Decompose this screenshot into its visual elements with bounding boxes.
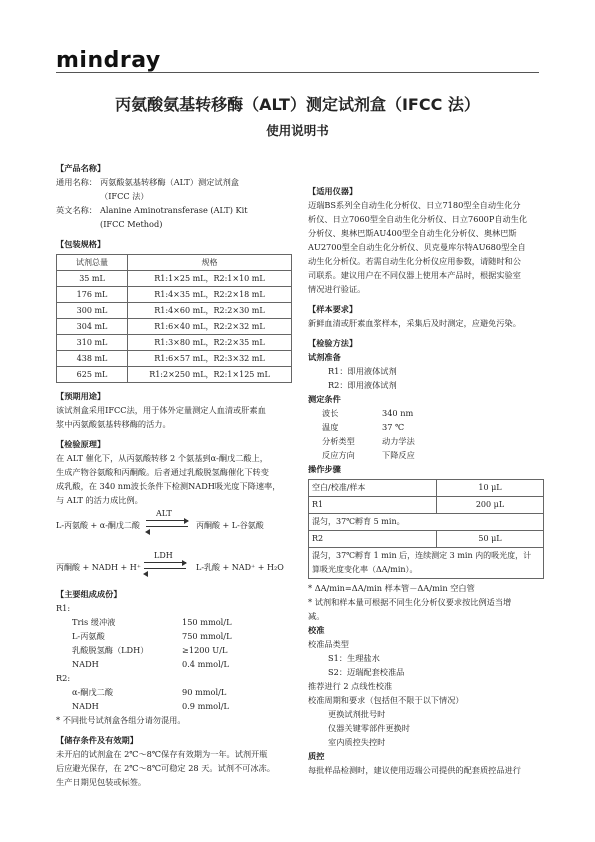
step-label: R1: [309, 497, 437, 514]
reaction-1-left: L-丙氨酸 + α-酮戊二酸: [56, 521, 140, 530]
method-heading: 【检验方法】: [308, 338, 358, 348]
pack-total: 35 mL: [57, 271, 128, 287]
pack-spec: R1:3×80 mL，R2:2×35 mL: [128, 335, 292, 351]
component-conc: 90 mmol/L: [182, 687, 227, 697]
packaging-table: [56, 254, 292, 383]
principle-heading: 【检验原理】: [56, 439, 106, 449]
components-r2-label: R2:: [56, 673, 71, 683]
calibration-heading: 校准: [308, 625, 325, 635]
method-note-1: * 试剂和样本量可根据不同生化分析仪要求按比例适当增: [308, 597, 512, 607]
components-note: * 不同批号试剂盒各组分请勿混用。: [56, 715, 186, 725]
reaction-1-enzyme: ALT: [156, 509, 172, 518]
step-mix-2-line-1: 混匀，37℃孵育 1 min 后，连续测定 3 min 内的吸光度，计: [312, 551, 532, 560]
packaging-header-total: 试剂总量: [57, 255, 128, 271]
document-subtitle: 使用说明书: [266, 123, 329, 138]
purpose-text-1: 该试剂盒采用IFCC法，用于体外定量测定人血清或肝素血: [56, 405, 266, 415]
conditions-heading: 测定条件: [308, 394, 341, 404]
pack-total: 438 mL: [57, 351, 128, 367]
storage-line: 生产日期见包装或标签。: [56, 777, 147, 787]
condition-value: 动力学法: [382, 436, 415, 446]
table-row: [309, 497, 544, 514]
common-name-row: [56, 175, 292, 189]
condition-value: 下降反应: [382, 450, 415, 460]
calibration-item: 更换试剂批号时: [328, 709, 386, 719]
condition-key: 分析类型: [322, 436, 355, 446]
step-label: R2: [309, 531, 437, 548]
component-conc: 150 mmol/L: [182, 617, 232, 627]
calibrator-type: S2：迈瑞配套校准品: [328, 667, 405, 677]
step-volume: 50 μL: [437, 531, 544, 548]
storage-heading: 【储存条件及有效期】: [56, 735, 138, 745]
english-name-row-2: [56, 217, 292, 231]
pack-total: 310 mL: [57, 335, 128, 351]
condition-value: 340 nm: [382, 408, 414, 418]
components-r1-label: R1:: [56, 603, 71, 613]
packaging-header-row: [57, 255, 292, 271]
condition-key: 温度: [322, 422, 339, 432]
brand-logo: mindray: [56, 48, 161, 73]
right-column: [308, 184, 544, 777]
table-row: [309, 480, 544, 497]
condition-row: [308, 448, 544, 462]
instruments-line: 分析仪、奥林巴斯AU400型全自动生化分析仪、奥林巴斯: [308, 228, 517, 238]
reaction-2-arrow-icon: [144, 562, 186, 563]
instruments-line: 析仪、日立7060型全自动生化分析仪、日立7600P自动生化: [308, 214, 528, 224]
qc-heading: 质控: [308, 751, 325, 761]
purpose-heading: 【预期用途】: [56, 391, 106, 401]
principle-line: 在 ALT 催化下，从丙氨酸转移 2 个氨基到α-酮戊二酸上，: [56, 453, 268, 463]
component-row: [56, 629, 292, 643]
sample-text: 新鲜血清或肝素血浆样本，采集后及时测定，应避免污染。: [308, 318, 521, 328]
pack-total: 625 mL: [57, 367, 128, 383]
document-title: 丙氨酸氨基转移酶（ALT）测定试剂盒（IFCC 法）: [115, 95, 480, 114]
calibrator-type-label: 校准品类型: [308, 639, 349, 649]
step-mix-1: 混匀，37℃孵育 5 min。: [309, 514, 544, 531]
component-row: [56, 699, 292, 713]
table-row: [57, 319, 292, 335]
pack-spec: R1:6×57 mL，R2:3×32 mL: [128, 351, 292, 367]
component-conc: 750 mmol/L: [182, 631, 232, 641]
packaging-heading: 【包装规格】: [56, 239, 106, 249]
formula: * ΔA/min=ΔA/min 样本管－ΔA/min 空白管: [308, 583, 475, 593]
pack-spec: R1:2×250 mL，R2:1×125 mL: [128, 367, 292, 383]
calibration-cycle: 校准周期和要求（包括但不限于以下情况）: [308, 695, 464, 705]
steps-heading: 操作步骤: [308, 464, 341, 474]
spacer: [56, 217, 100, 231]
english-name-row: [56, 203, 292, 217]
reaction-2-right: L-乳酸 + NAD⁺ + H₂O: [196, 563, 284, 572]
reaction-2-reverse-arrow-icon: [144, 568, 186, 569]
component-conc: 0.4 mmol/L: [182, 659, 229, 669]
condition-key: 反应方向: [322, 450, 355, 460]
condition-row: [308, 406, 544, 420]
condition-key: 波长: [322, 408, 339, 418]
pack-total: 304 mL: [57, 319, 128, 335]
common-name-label: 通用名称：: [56, 177, 97, 187]
components-heading: 【主要组成成份】: [56, 589, 122, 599]
common-name-row-2: [56, 189, 292, 203]
instruments-line: 情况进行验证。: [308, 284, 366, 294]
purpose-text-2: 浆中丙氨酸氨基转移酶的活力。: [56, 419, 171, 429]
table-row: [57, 351, 292, 367]
english-name-value: Alanine Aminotransferase (ALT) Kit: [100, 205, 248, 215]
packaging-header-spec: 规格: [128, 255, 292, 271]
header-divider: [56, 72, 539, 73]
spacer: [56, 189, 100, 203]
condition-row: [308, 420, 544, 434]
reaction-2-left: 丙酮酸 + NADH + H⁺: [56, 563, 141, 572]
table-row: [57, 287, 292, 303]
pack-spec: R1:6×40 mL，R2:2×32 mL: [128, 319, 292, 335]
pack-spec: R1:4×60 mL，R2:2×30 mL: [128, 303, 292, 319]
reaction-equations-2: [56, 551, 292, 581]
reaction-2-enzyme: LDH: [154, 551, 173, 560]
reaction-1-right: 丙酮酸 + L-谷氨酸: [196, 521, 264, 530]
pack-total: 300 mL: [57, 303, 128, 319]
reaction-1-arrow-icon: [146, 520, 188, 521]
condition-row: [308, 434, 544, 448]
reagent-prep-heading: 试剂准备: [308, 352, 341, 362]
component-row: [56, 657, 292, 671]
reagent-prep-item: R2：即用液体试剂: [328, 380, 397, 390]
calibration-recommend: 推荐进行 2 点线性校准: [308, 681, 393, 691]
component-row: [56, 685, 292, 699]
table-row: [57, 335, 292, 351]
component-name: 乳酸脱氢酶（LDH）: [72, 645, 149, 655]
calibration-item: 室内质控失控时: [328, 737, 386, 747]
step-label: 空白/校准/样本: [309, 480, 437, 497]
table-row: [309, 531, 544, 548]
left-column: [56, 155, 292, 789]
component-name: NADH: [72, 701, 99, 711]
storage-line: 后应避光保存，在 2℃～8℃可稳定 28 天。试剂不可冰冻。: [56, 763, 275, 773]
table-row: [57, 367, 292, 383]
steps-table: [308, 479, 544, 579]
component-row: [56, 643, 292, 657]
instruments-line: 迈瑞BS系列全自动生化分析仪、日立7180型全自动生化分: [308, 200, 521, 210]
principle-line: 成乳酸，在 340 nm波长条件下检测NADH吸光度下降速率，: [56, 481, 281, 491]
step-volume: 200 μL: [437, 497, 544, 514]
storage-line: 未开启的试剂盒在 2℃～8℃保存有效期为一年。试剂开瓶: [56, 749, 268, 759]
principle-line: 与 ALT 的活力成比例。: [56, 495, 143, 505]
product-heading: 【产品名称】: [56, 163, 106, 173]
instruments-heading: 【适用仪器】: [308, 186, 358, 196]
component-name: L-丙氨酸: [72, 631, 105, 641]
pack-total: 176 mL: [57, 287, 128, 303]
component-conc: 0.9 mmol/L: [182, 701, 229, 711]
calibration-item: 仪器关键零部件更换时: [328, 723, 410, 733]
instruments-line: AU2700型全自动生化分析仪、贝克曼库尔特AU680型全自: [308, 242, 526, 252]
common-name-value: 丙氨酸氨基转移酶（ALT）测定试剂盒: [100, 177, 239, 187]
component-name: NADH: [72, 659, 99, 669]
table-row: [57, 271, 292, 287]
component-row: [56, 615, 292, 629]
step-mix-2: [309, 548, 544, 579]
pack-spec: R1:1×25 mL，R2:1×10 mL: [128, 271, 292, 287]
table-row: [309, 548, 544, 579]
component-name: Tris 缓冲液: [72, 617, 116, 627]
instruments-line: 动生化分析仪。若需自动生化分析仪应用参数，请随时和公: [308, 256, 521, 266]
table-row: [57, 303, 292, 319]
component-conc: ≥1200 U/L: [182, 645, 228, 655]
principle-line: 生成产物谷氨酸和丙酮酸。后者通过乳酸脱氢酶催化下转变: [56, 467, 269, 477]
english-name-label: 英文名称：: [56, 205, 97, 215]
condition-value: 37 ℃: [382, 422, 405, 432]
instruments-line: 司联系。建议用户在不同仪器上使用本产品时，根据实验室: [308, 270, 521, 280]
calibrator-type: S1：生理盐水: [328, 653, 380, 663]
pack-spec: R1:4×35 mL，R2:2×18 mL: [128, 287, 292, 303]
reagent-prep-item: R1：即用液体试剂: [328, 366, 397, 376]
sample-heading: 【样本要求】: [308, 304, 358, 314]
reaction-equations: [56, 507, 292, 551]
step-mix-2-line-2: 算吸光度变化率（ΔA/min）。: [312, 565, 418, 574]
reaction-1-reverse-arrow-icon: [146, 526, 188, 527]
component-name: α-酮戊二酸: [72, 687, 114, 697]
table-row: [309, 514, 544, 531]
method-note-2: 减。: [308, 611, 325, 621]
qc-text: 每批样品检测时，建议使用迈瑞公司提供的配套质控品进行: [308, 765, 521, 775]
english-name-value-2: (IFCC Method): [100, 219, 163, 229]
common-name-value-2: （IFCC 法）: [100, 191, 149, 201]
step-volume: 10 μL: [437, 480, 544, 497]
